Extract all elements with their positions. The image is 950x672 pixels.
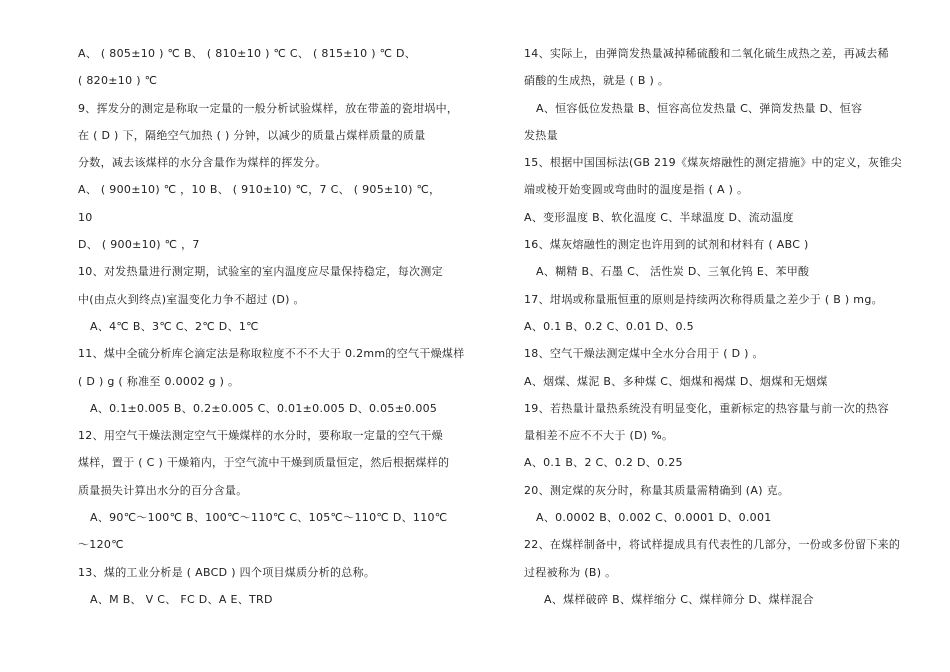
text-line: 14、实际上，由弹筒发热量减掉稀硫酸和二氧化硫生成热之差，再减去稀 bbox=[524, 47, 889, 60]
text-line: 量相差不应不不大于 (D) %。 bbox=[524, 429, 674, 443]
text-line: A、烟煤、煤泥 B、多种煤 C、烟煤和褐煤 D、烟煤和无烟煤 bbox=[524, 374, 828, 388]
text-line: 质量损失计算出水分的百分含量。 bbox=[78, 483, 248, 497]
text-line: A、恒容低位发热量 B、恒容高位发热量 C、弹筒发热量 D、恒容 bbox=[536, 101, 863, 115]
text-line: 煤样，置于 ( C ) 干燥箱内，于空气流中干燥到质量恒定，然后根据煤样的 bbox=[78, 456, 450, 470]
text-line: 9、挥发分的测定是称取一定量的一般分析试验煤样，放在带盖的瓷坩埚中， bbox=[78, 101, 459, 115]
text-line: A、 ( 805±10 ) ℃ B、 ( 810±10 ) ℃ C、 ( 815±10 ) ℃ D、 bbox=[78, 47, 417, 60]
text-line: A、变形温度 B、软化温度 C、半球温度 D、流动温度 bbox=[524, 210, 794, 224]
text-line: A、0.1 B、0.2 C、0.01 D、0.5 bbox=[524, 319, 694, 333]
text-line: 过程被称为 (B) 。 bbox=[524, 565, 617, 579]
text-line: A、0.1 B、2 C、0.2 D、0.25 bbox=[524, 456, 683, 470]
text-line: A、0.0002 B、0.002 C、0.0001 D、0.001 bbox=[536, 511, 772, 525]
text-line: A、90℃～100℃ B、100℃～110℃ C、105℃～110℃ D、110℃ bbox=[90, 511, 448, 525]
text-line: A、煤样破碎 B、煤样缩分 C、煤样筛分 D、煤样混合 bbox=[544, 592, 814, 606]
text-line: A、糊精 B、石墨 C、 活性炭 D、三氧化钨 E、苯甲酸 bbox=[536, 265, 810, 279]
text-line: 10 bbox=[78, 210, 93, 224]
text-line: 硝酸的生成热，就是 ( B ) 。 bbox=[524, 74, 670, 88]
text-line: ( 820±10 ) ℃ bbox=[78, 74, 158, 88]
text-line: D、 ( 900±10) ℃ ，7 bbox=[78, 238, 200, 252]
text-line: ～120℃ bbox=[78, 538, 124, 552]
text-line: 20、测定煤的灰分时，称量其质量需精确到 (A) 克。 bbox=[524, 483, 790, 497]
text-line: A、0.1±0.005 B、0.2±0.005 C、0.01±0.005 D、0.05±0.005 bbox=[90, 401, 438, 415]
text-line: ( D ) g ( 称准至 0.0002 g ) 。 bbox=[78, 374, 240, 388]
text-line: 16、煤灰熔融性的测定也许用到的试剂和材料有 ( ABC ) bbox=[524, 238, 809, 252]
text-line: 在 ( D ) 下，隔绝空气加热 ( ) 分钟，以减少的质量占煤样质量的质量 bbox=[78, 128, 426, 142]
text-line: 13、煤的工业分析是 ( ABCD ) 四个项目煤质分析的总称。 bbox=[78, 565, 376, 579]
text-line: 12、用空气干燥法测定空气干燥煤样的水分时，要称取一定量的空气干燥 bbox=[78, 429, 443, 443]
text-line: 15、根据中国国标法(GB 219《煤灰熔融性的测定措施》中的定义，灰锥尖 bbox=[524, 156, 902, 170]
text-line: 10、对发热量进行测定期，试验室的室内温度应尽量保持稳定，每次测定 bbox=[78, 265, 443, 279]
text-line: 22、在煤样制备中，将试样提成具有代表性的几部分，一份或多份留下来的 bbox=[524, 538, 901, 552]
text-line: 17、坩埚或称量瓶恒重的原则是持续两次称得质量之差少于 ( B ) mg。 bbox=[524, 292, 883, 306]
text-line: 发热量 bbox=[524, 128, 558, 142]
text-line: A、M B、 V C、 FC D、A E、TRD bbox=[90, 592, 273, 606]
text-line: 中(由点火到终点)室温变化力争不超过 (D) 。 bbox=[78, 292, 305, 306]
left-column bbox=[78, 40, 478, 613]
text-line: A、 ( 900±10) ℃ ，10 B、 ( 910±10) ℃，7 C、 ( 905±10) ℃， bbox=[78, 183, 441, 197]
text-line: 分数，减去该煤样的水分含量作为煤样的挥发分。 bbox=[78, 156, 327, 170]
text-line: 端或棱开始变圆或弯曲时的温度是指 ( A ) 。 bbox=[524, 183, 749, 197]
right-column bbox=[524, 40, 908, 613]
text-line: 19、若热量计量热系统没有明显变化，重新标定的热容量与前一次的热容 bbox=[524, 401, 889, 415]
text-line: 11、煤中全硫分析库仑滴定法是称取粒度不不不大于 0.2mm的空气干燥煤样 bbox=[78, 347, 465, 361]
text-line: A、4℃ B、3℃ C、2℃ D、1℃ bbox=[90, 319, 259, 333]
text-line: 18、空气干燥法测定煤中全水分合用于 ( D ) 。 bbox=[524, 347, 764, 361]
